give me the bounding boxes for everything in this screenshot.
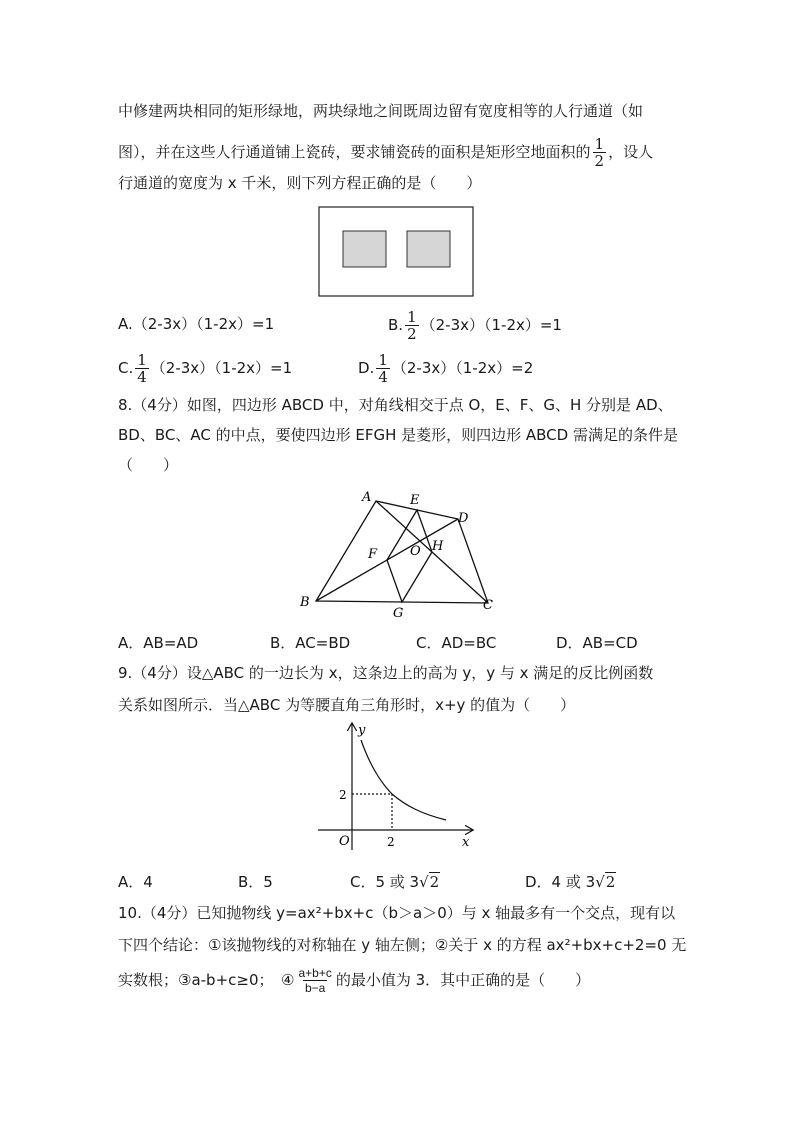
label-h: H [432, 539, 444, 554]
label-b: B [300, 595, 310, 610]
q10-line-3-tail: 的最小值为 3．其中正确的是（ ） [335, 971, 591, 989]
frac-numerator: a+b+c [298, 966, 332, 980]
option-fraction [405, 309, 419, 342]
q10-line-3 [118, 966, 590, 995]
q9-option-a: A．4 [118, 873, 153, 891]
q10-line-1: 10.（4分）已知抛物线 y=ax²+bx+c（b＞a＞0）与 x 轴最多有一个交点，现有以 [118, 904, 676, 922]
option-text: D．4 或 3 [525, 873, 596, 891]
q7-line-1: 中修建两块相同的矩形绿地，两块绿地之间既周边留有宽度相等的人行通道（如 [118, 102, 644, 120]
q7-line-2-tail: ，设人 [608, 143, 654, 161]
right-green-plot [407, 231, 450, 267]
y-axis-label: y [358, 723, 366, 738]
label-e: E [410, 493, 420, 508]
option-text: （2-3x）（1-2x）=2 [391, 359, 534, 377]
q10-fraction [296, 966, 333, 995]
left-green-plot [343, 231, 386, 267]
hyperbola-curve [361, 740, 446, 820]
radicand: 2 [429, 873, 440, 891]
q7-line-2 [118, 136, 653, 169]
q7-option-b [388, 309, 562, 342]
label-g: G [393, 606, 404, 620]
sqrt-symbol: √2 [419, 873, 440, 891]
option-label: C. [118, 359, 134, 377]
q7-option-c [118, 352, 292, 385]
origin-label: O [339, 834, 350, 849]
frac-numerator: 1 [407, 308, 417, 326]
frac-denominator: 4 [378, 368, 388, 386]
label-c: C [483, 598, 493, 613]
y-tick-label: 2 [339, 788, 347, 802]
frac-denominator: 4 [137, 368, 147, 386]
q7-line-2-text: 图），并在这些人行通道铺上瓷砖，要求铺瓷砖的面积是矩形空地面积的 [118, 143, 591, 161]
q8-option-a: A．AB=AD [118, 634, 199, 652]
option-label: D. [358, 359, 375, 377]
x-tick-label: 2 [387, 835, 395, 849]
q7-option-a: A.（2-3x）（1-2x）=1 [118, 315, 275, 333]
frac-denominator: b−a [304, 981, 326, 995]
q9-option-b: B．5 [238, 873, 273, 891]
label-f: F [368, 547, 378, 562]
frac-numerator: 1 [594, 135, 605, 153]
q8-quadrilateral-figure [290, 485, 510, 620]
frac-denominator: 2 [594, 152, 605, 170]
q8-option-b: B．AC=BD [270, 634, 351, 652]
q9-line-2: 关系如图所示．当△ABC 为等腰直角三角形时，x+y 的值为（ ） [118, 696, 576, 714]
q8-line-1: 8.（4分）如图，四边形 ABCD 中，对角线相交于点 O，E、F、G、H 分别是 AD、 [118, 396, 673, 414]
q9-option-c [350, 871, 440, 893]
q9-line-1: 9.（4分）设△ABC 的一边长为 x，这条边上的高为 y，y 与 x 满足的反比例函数 [118, 664, 654, 682]
q8-line-3: （ ） [118, 456, 179, 474]
q10-line-3-text: 实数根；③a-b+c≥0； ④ [118, 971, 295, 989]
frac-numerator: 1 [137, 351, 147, 369]
option-text: （2-3x）（1-2x）=1 [420, 316, 562, 334]
option-label: B. [388, 316, 404, 334]
frac-denominator: 2 [407, 325, 417, 343]
frac-numerator: 1 [378, 351, 388, 369]
q8-option-c: C．AD=BC [416, 634, 497, 652]
radicand: 2 [605, 873, 616, 891]
q9-hyperbola-graph [310, 718, 480, 856]
q7-option-d [358, 352, 533, 385]
option-fraction [135, 352, 149, 385]
option-text: （2-3x）（1-2x）=1 [150, 359, 293, 377]
q7-rectangles-figure [318, 206, 474, 297]
q10-line-2: 下四个结论：①该抛物线的对称轴在 y 轴左侧；②关于 x 的方程 ax²+bx+c+2=0 无 [118, 936, 687, 954]
q7-fraction-half [593, 136, 607, 169]
q7-line-3: 行通道的宽度为 x 千米，则下列方程正确的是（ ） [118, 174, 482, 192]
q8-line-2: BD、BC、AC 的中点，要使四边形 EFGH 是菱形，则四边形 ABCD 需满足的条件是 [118, 426, 678, 444]
q8-option-d: D．AB=CD [556, 634, 638, 652]
label-o: O [410, 544, 421, 559]
option-text: C．5 或 3 [350, 873, 420, 891]
option-fraction [376, 352, 390, 385]
label-d: D [458, 511, 469, 526]
q9-option-d [525, 871, 616, 893]
x-axis-label: x [462, 835, 470, 850]
label-a: A [362, 490, 372, 505]
sqrt-symbol: √2 [595, 873, 616, 891]
